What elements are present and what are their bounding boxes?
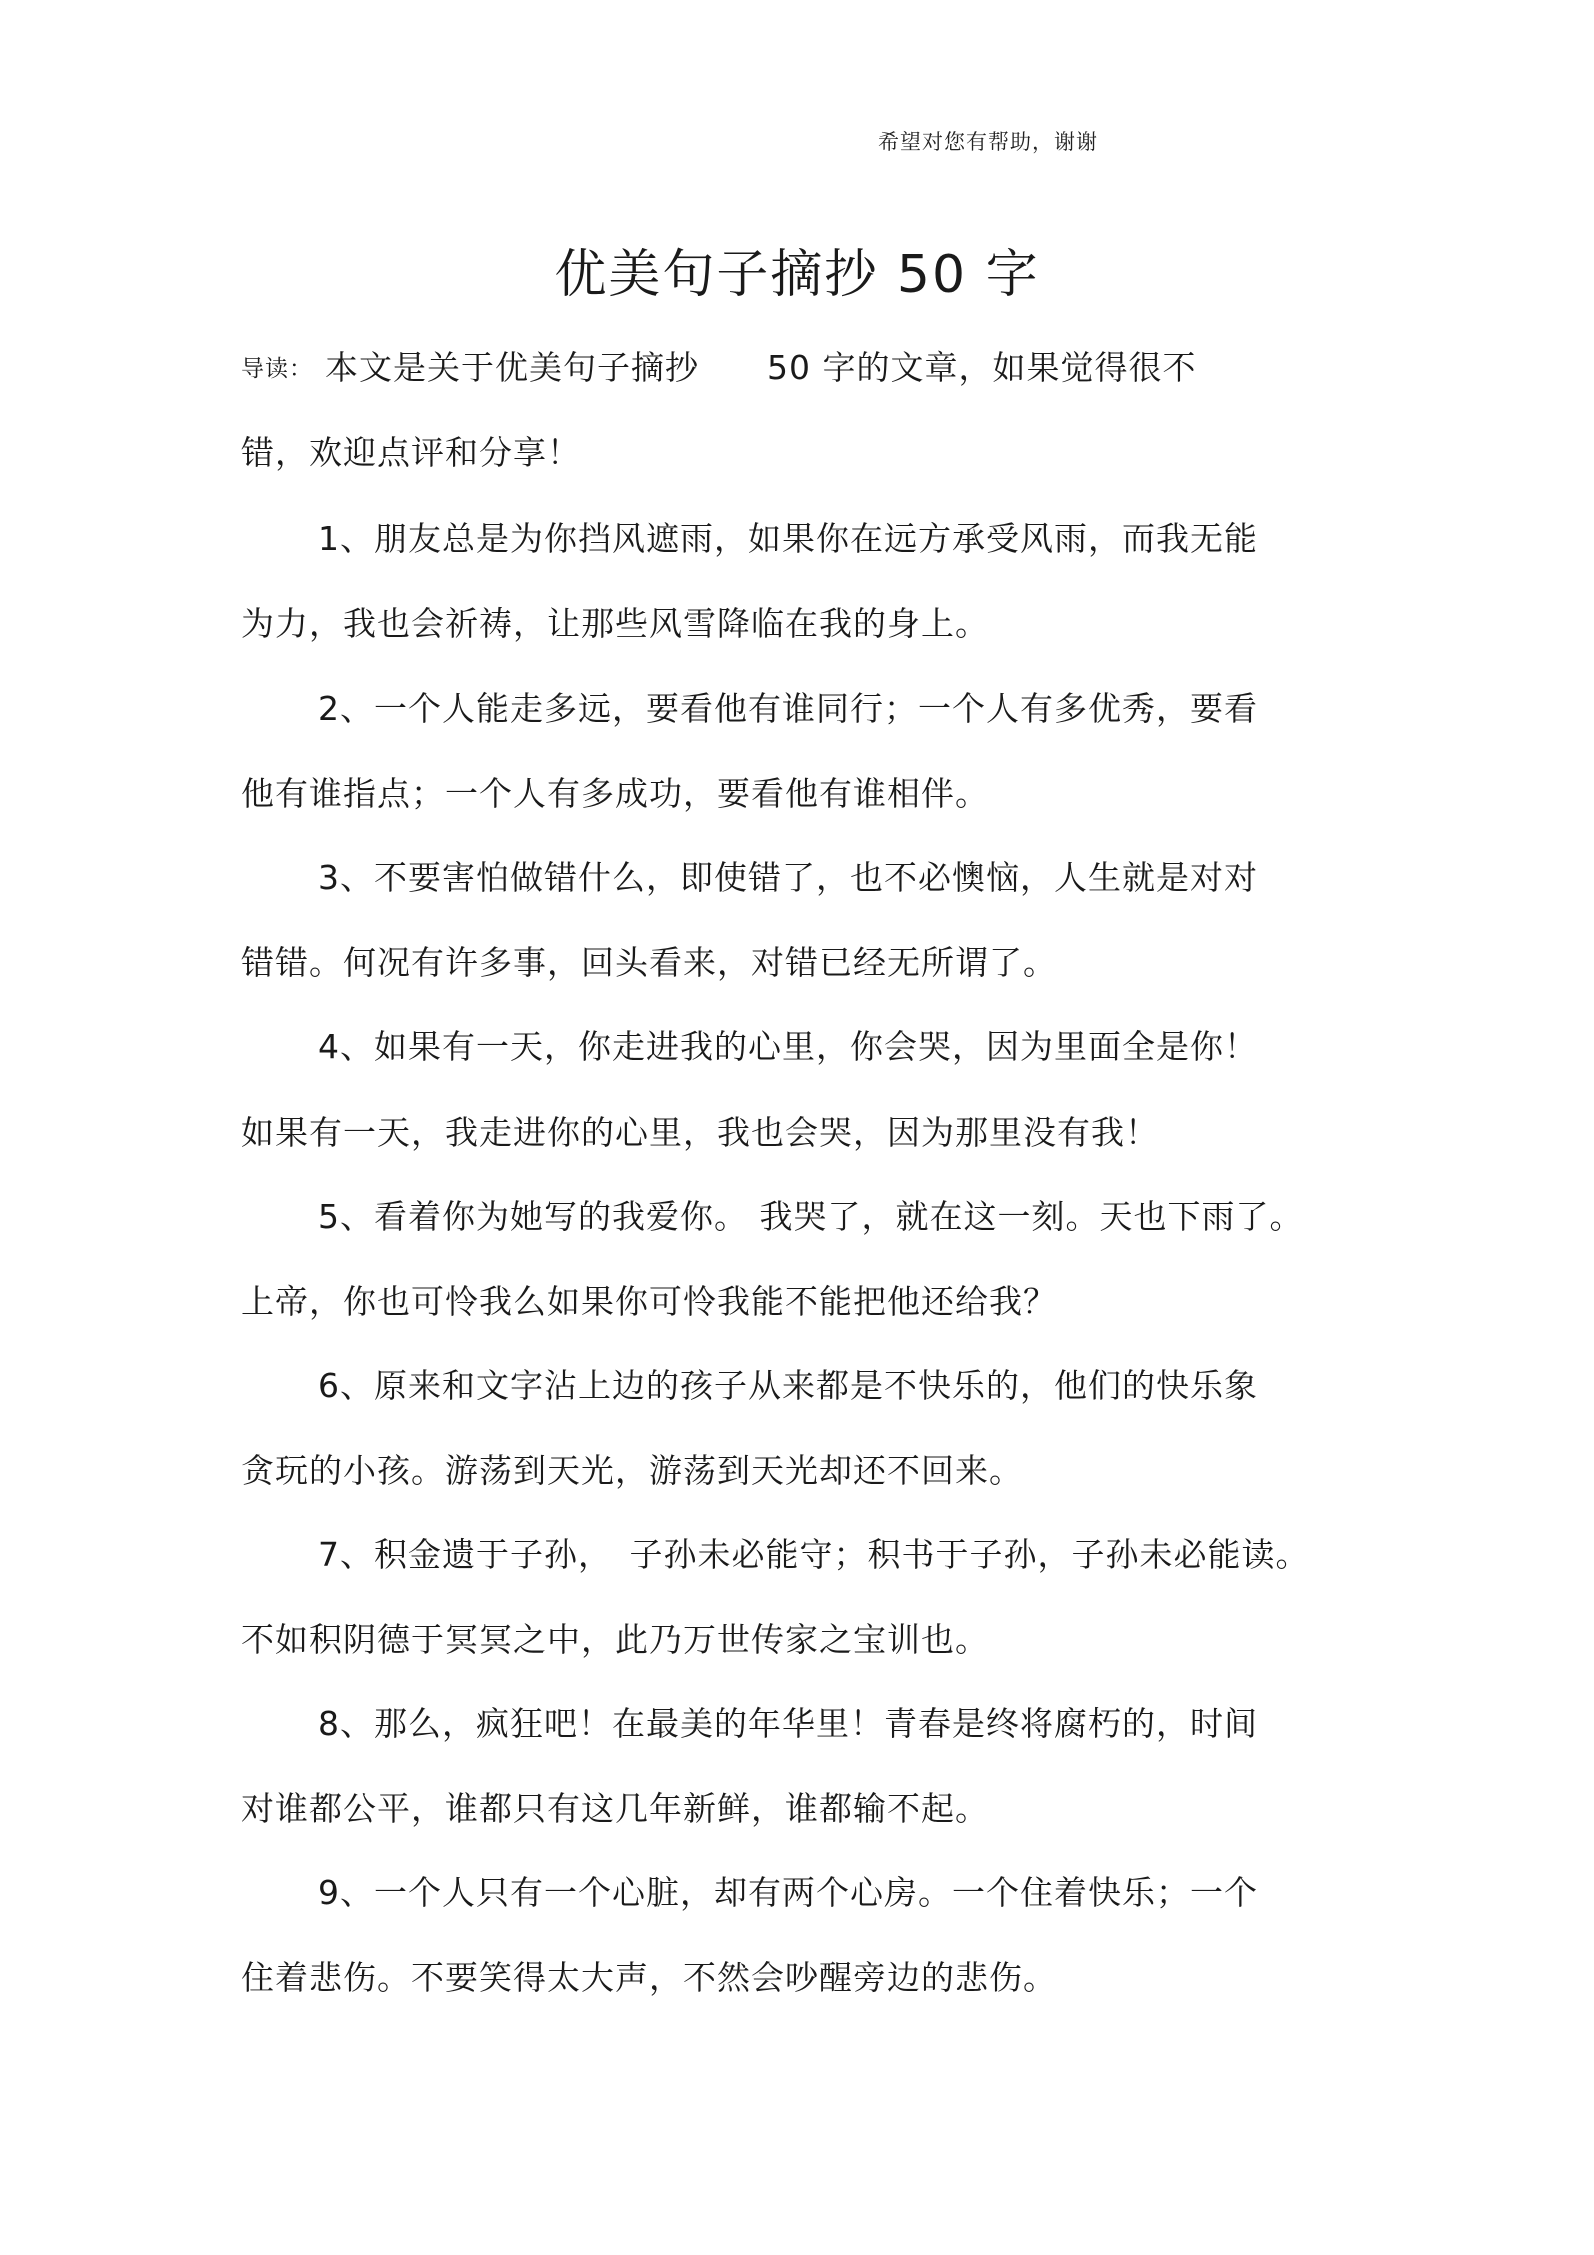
sentence-3-line-1: 3、不要害怕做错什么，即使错了，也不必懊恼，人生就是对对 <box>318 858 1258 897</box>
intro-line-2: 错，欢迎点评和分享！ <box>241 433 581 472</box>
sentence-1-line-1: 1、朋友总是为你挡风遮雨，如果你在远方承受风雨，而我无能 <box>318 519 1258 558</box>
sentence-9-line-1: 9、一个人只有一个心脏，却有两个心房。一个住着快乐；一个 <box>318 1873 1258 1912</box>
sentence-2-line-1: 2、一个人能走多远，要看他有谁同行；一个人有多优秀，要看 <box>318 689 1258 728</box>
sentence-6-line-1: 6、原来和文字沾上边的孩子从来都是不快乐的，他们的快乐象 <box>318 1366 1258 1405</box>
sentence-5-line-1: 5、看着你为她写的我爱你。 我哭了，就在这一刻。天也下雨了。 <box>318 1197 1304 1236</box>
sentence-2-line-2: 他有谁指点；一个人有多成功，要看他有谁相伴。 <box>241 774 989 813</box>
page-title: 优美句子摘抄 50 字 <box>554 245 1040 305</box>
sentence-3-line-2: 错错。何况有许多事，回头看来，对错已经无所谓了。 <box>241 943 1057 982</box>
sentence-7-line-1: 7、积金遗于子孙， 子孙未必能守；积书于子孙，子孙未必能读。 <box>318 1535 1310 1574</box>
sentence-6-line-2: 贪玩的小孩。游荡到天光，游荡到天光却还不回来。 <box>241 1451 1023 1490</box>
sentence-4-line-1: 4、如果有一天，你走进我的心里，你会哭，因为里面全是你！ <box>318 1027 1258 1066</box>
sentence-9-line-2: 住着悲伤。不要笑得太大声，不然会吵醒旁边的悲伤。 <box>241 1958 1057 1997</box>
sentence-7-line-2: 不如积阴德于冥冥之中，此乃万世传家之宝训也。 <box>241 1620 989 1659</box>
sentence-1-line-2: 为力，我也会祈祷，让那些风雪降临在我的身上。 <box>241 604 989 643</box>
sentence-8-line-2: 对谁都公平，谁都只有这几年新鲜，谁都输不起。 <box>241 1789 989 1828</box>
sentence-5-line-2: 上帝，你也可怜我么如果你可怜我能不能把他还给我？ <box>241 1282 1057 1321</box>
sentence-4-line-2: 如果有一天，我走进你的心里，我也会哭，因为那里没有我！ <box>241 1113 1159 1152</box>
intro-label: 导读： <box>241 356 313 382</box>
header-note: 希望对您有帮助，谢谢 <box>878 130 1098 154</box>
intro-line-1 <box>241 342 1196 389</box>
sentence-8-line-1: 8、那么，疯狂吧！在最美的年华里！青春是终将腐朽的，时间 <box>318 1704 1258 1743</box>
intro-text: 本文是关于优美句子摘抄 50 字的文章，如果觉得很不 <box>325 348 1197 387</box>
